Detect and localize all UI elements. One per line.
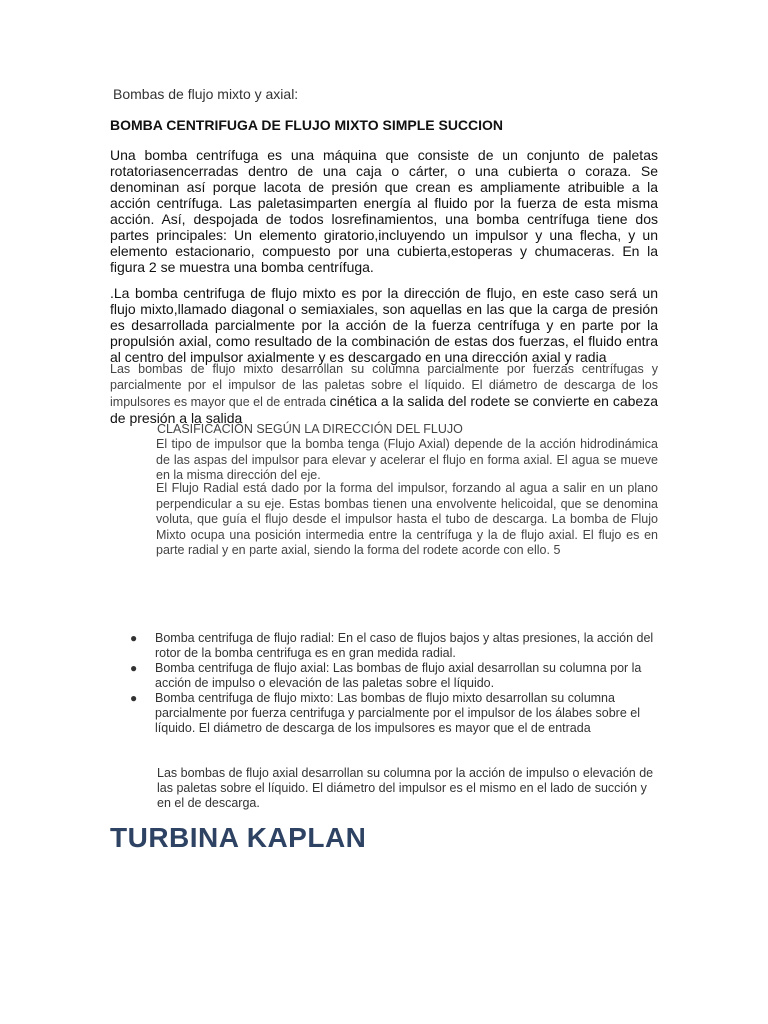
classification-paragraph-radial: El Flujo Radial está dado por la forma del impulsor, forzando al agua a salir en un plano perpendicular a su eje. Estas bombas tienen una envolvente helicoidal, que se denomina voluta, que guía el flujo desde el impulsor hasta el tubo de descarga. La bomba de Flujo Mixto ocupa una posición intermedia entre la centrífuga y la de flujo axial. El flujo es en parte radial y en parte axial, siendo la forma del rodete acorde con ello. 5 xyxy=(156,481,658,557)
paragraph-mixed-flow-column-dark: cinética a la salida del rodete se convierte en cabeza de presión a la salida xyxy=(110,393,658,426)
section-title-kaplan: TURBINA KAPLAN xyxy=(110,822,367,853)
bullet-icon: ● xyxy=(130,631,138,645)
classification-heading: CLASIFICACIÓN SEGÚN LA DIRECCIÓN DEL FLUJO xyxy=(157,422,463,436)
list-item xyxy=(130,631,660,661)
paragraph-mixed-flow-column xyxy=(110,361,658,427)
list-item xyxy=(130,691,660,736)
axial-flow-note: Las bombas de flujo axial desarrollan su columna por la acción de impulso o elevación de las paletas sobre el líquido. El diámetro del impulsor es el mismo en el lado de succión y en el de descarga. xyxy=(157,766,654,810)
bullet-icon: ● xyxy=(130,661,138,675)
section-heading: BOMBA CENTRIFUGA DE FLUJO MIXTO SIMPLE SUCCION xyxy=(110,117,504,133)
bullet-icon: ● xyxy=(130,691,138,705)
paragraph-mixed-flow: .La bomba centrifuga de flujo mixto es por la dirección de flujo, en este caso será un flujo mixto,llamado diagonal o semiaxiales, son aquellas en las que la carga de presión es desarrollada parcialmente por la acción de la fuerza centrífuga y en parte por la propulsión axial, como resultado de la combinación de estas dos fuerzas, el fluido entra al centro del impulsor axialmente y es descargado en una dirección axial y radia xyxy=(110,285,658,365)
list-item xyxy=(130,661,660,691)
classification-paragraph-axial: El tipo de impulsor que la bomba tenga (Flujo Axial) depende de la acción hidrodinámica de las aspas del impulsor para elevar y acelerar el flujo en forma axial. El agua se mueve en la misma dirección del eje. xyxy=(156,437,658,482)
document-subtitle: Bombas de flujo mixto y axial: xyxy=(113,86,299,102)
paragraph-centrifugal-pump: Una bomba centrífuga es una máquina que consiste de un conjunto de paletas rotatoriasencerradas dentro de una caja o cárter, o una cubierta o coraza. Se denominan así porque lacota de presión que crean es ampliamente atribuible a la acción centrífuga. Las paletasimparten energía al fluido por la fuerza de esta misma acción. Así, despojada de todos losrefinamientos, una bomba centrífuga tiene dos partes principales: Un elemento giratorio,incluyendo un impulsor y una flecha, y un elemento estacionario, compuesto por una cubierta,estoperas y chumaceras. En la figura 2 se muestra una bomba centrífuga. xyxy=(110,147,658,275)
list-item-text: Bomba centrifuga de flujo mixto: Las bombas de flujo mixto desarrollan su columna parcialmente por fuerza centrifuga y parcialmente por el impulsor de los álabes sobre el líquido. El diámetro de descarga de los impulsores es mayor que el de entrada xyxy=(155,691,640,735)
pump-types-list xyxy=(130,631,660,736)
list-item-text: Bomba centrifuga de flujo radial: En el caso de flujos bajos y altas presiones, la acción del rotor de la bomba centrifuga es en gran medida radial. xyxy=(155,631,654,660)
list-item-text: Bomba centrifuga de flujo axial: Las bombas de flujo axial desarrollan su columna por la acción de impulso o elevación de las paletas sobre el líquido. xyxy=(155,661,642,690)
paragraph-mixed-flow-column-light: Las bombas de flujo mixto desarrollan su columna parcialmente por fuerzas centrífugas y parcialmente por el impulsor de las paletas sobre el líquido. El diámetro de descarga de los impulsores es mayor que el de entrada xyxy=(110,362,658,409)
